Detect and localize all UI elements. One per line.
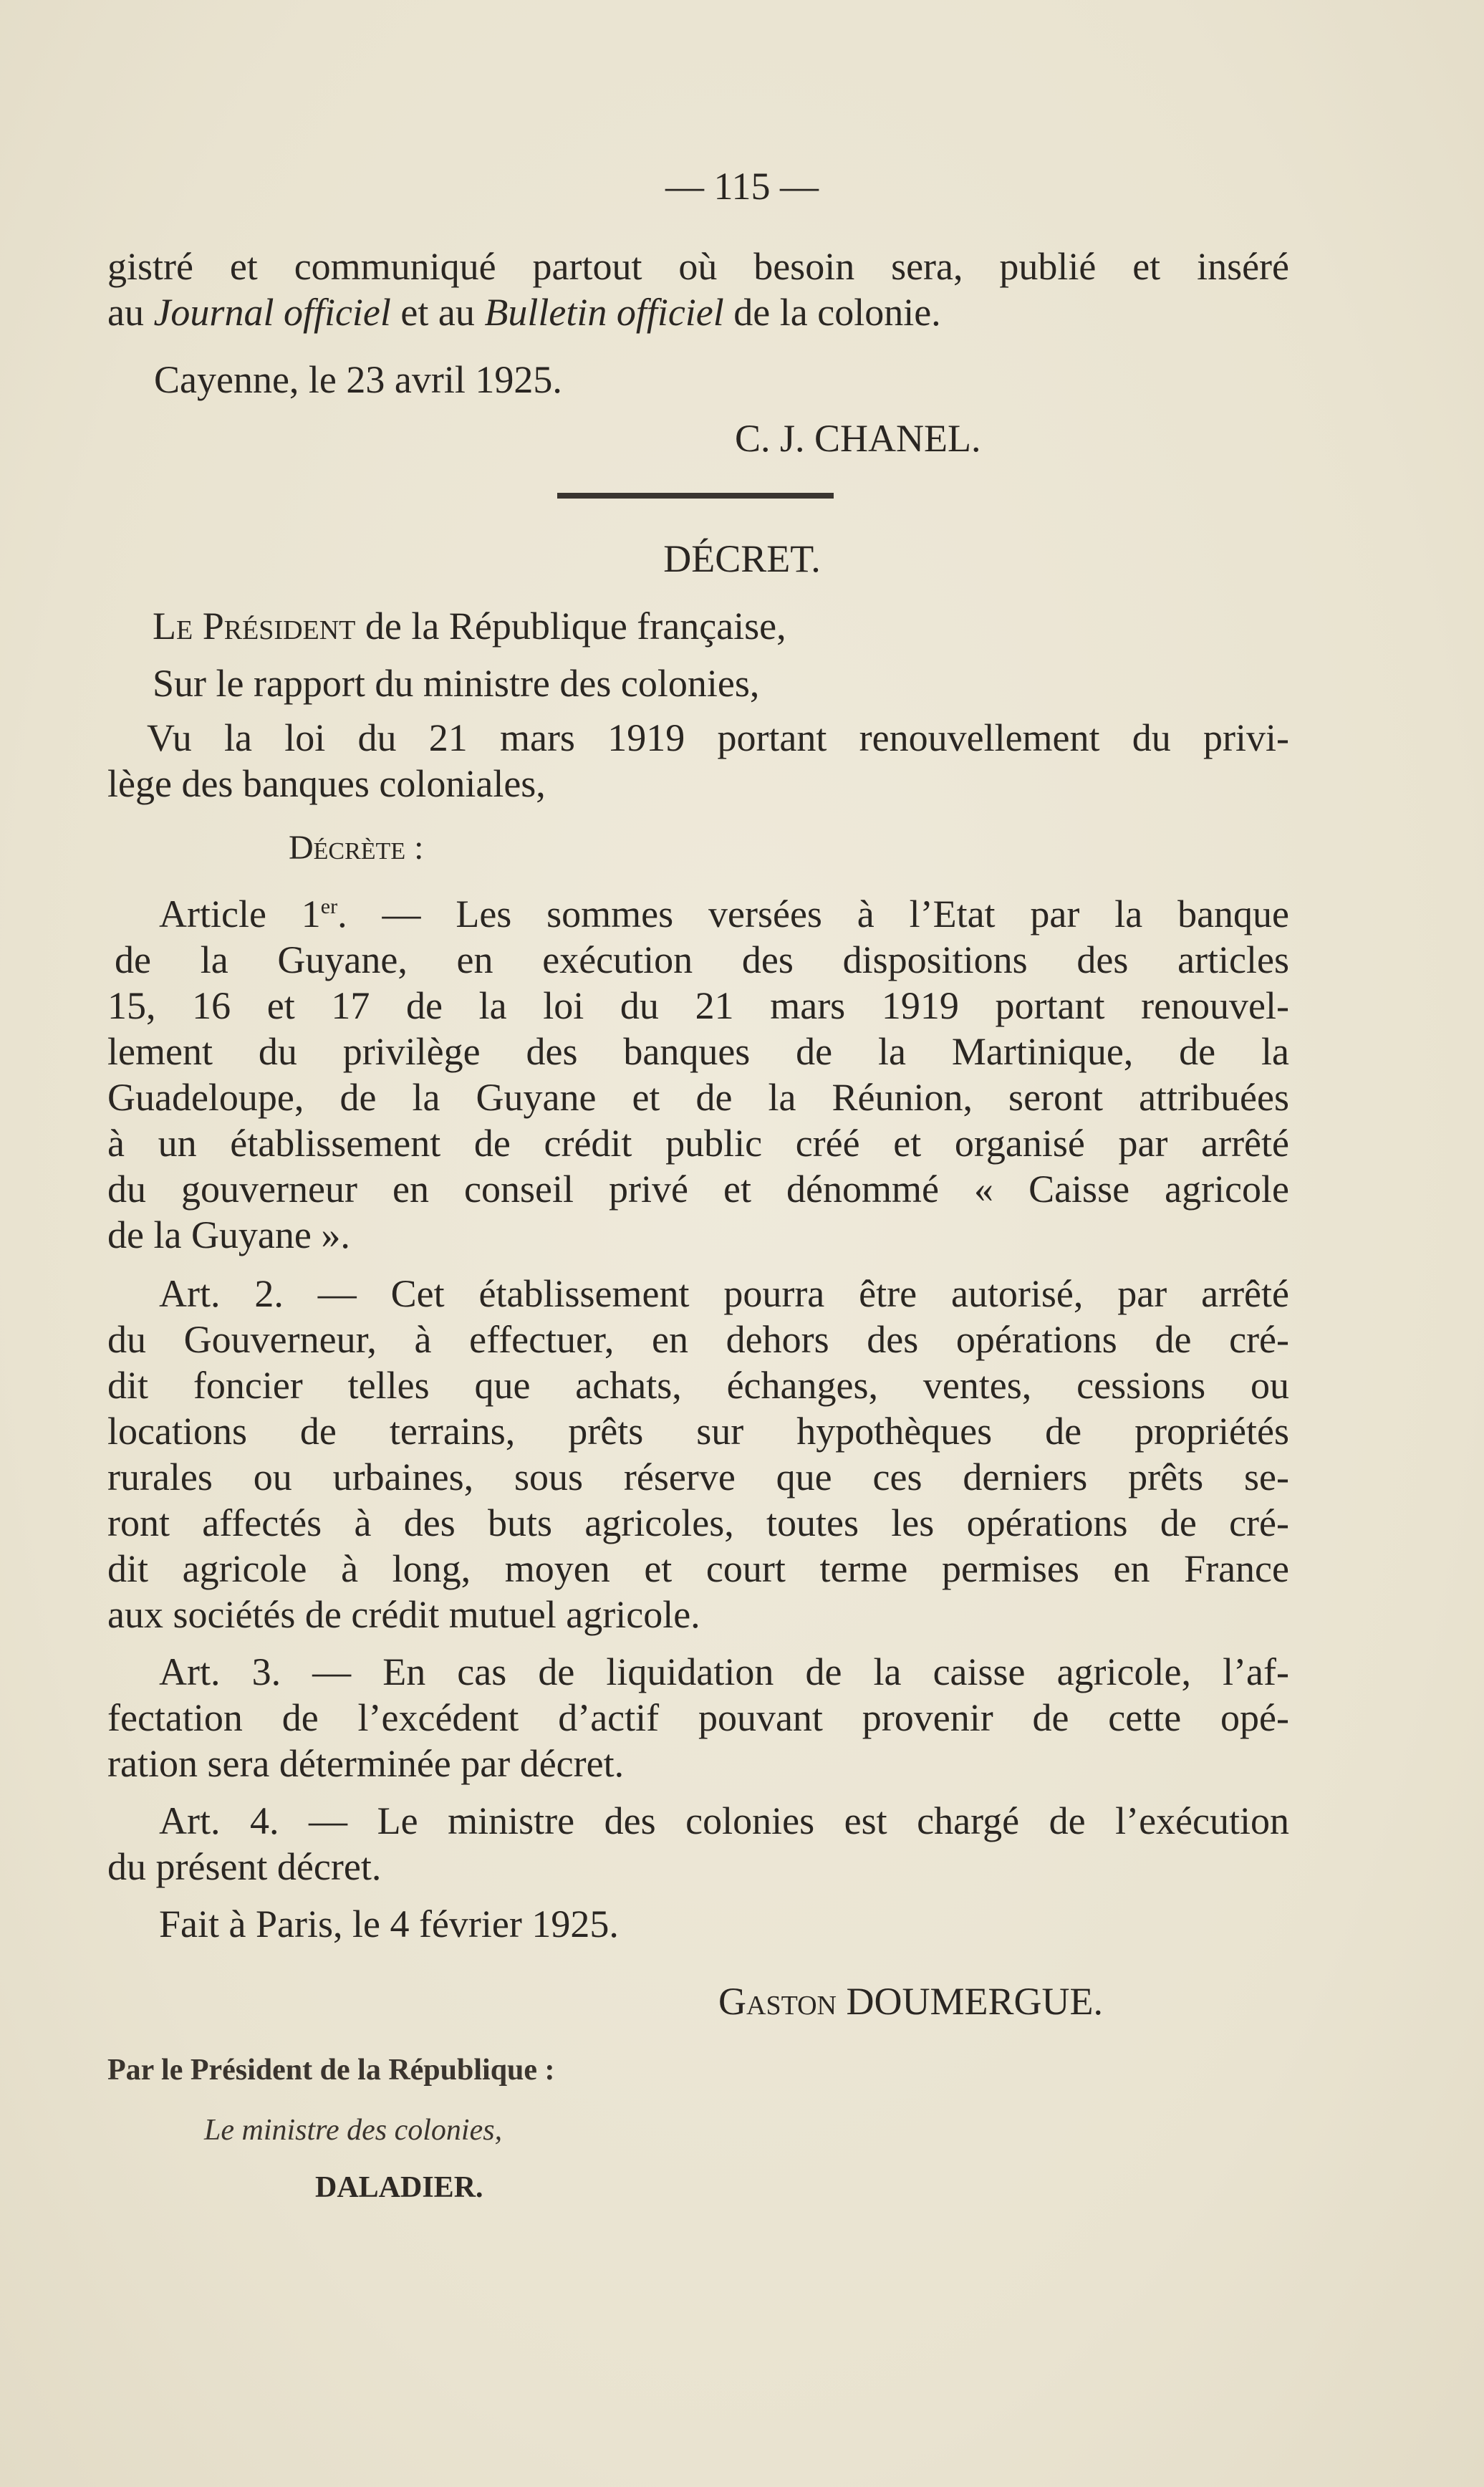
text-fragment: au	[107, 291, 154, 334]
article-1-line-3: 15, 16 et 17 de la loi du 21 mars 1919 portant renouvel-	[107, 984, 1289, 1027]
article-3-line-2: fectation de l’excédent d’actif pouvant provenir de cette opé-	[107, 1696, 1289, 1739]
article-2-line-1: Art. 2. — Cet établissement pourra être autorisé, par arrêté	[159, 1272, 1289, 1315]
countersign-name: DALADIER.	[315, 2171, 483, 2204]
article-3-line-1: Art. 3. — En cas de liquidation de la caisse agricole, l’af-	[159, 1650, 1289, 1693]
article-1-line-1	[159, 891, 1289, 937]
article-1-line-4: lement du privilège des banques de la Martinique, de la	[107, 1030, 1289, 1073]
preamble-vu-line-2: lège des banques coloniales,	[107, 762, 546, 805]
article-2-line-4: locations de terrains, prêts sur hypothèques de propriétés	[107, 1410, 1289, 1453]
journal-officiel-title: Journal officiel	[153, 291, 391, 334]
text-fragment: et au	[390, 291, 485, 334]
text-fragment: de la République française,	[355, 605, 786, 648]
article-1-line-2: de la Guyane, en exécution des dispositions des articles	[115, 938, 1289, 981]
preamble-vu-line-1: Vu la loi du 21 mars 1919 portant renouvellement du privi-	[147, 716, 1289, 759]
decree-title: DÉCRET.	[663, 537, 821, 580]
article-4-line-2: du présent décret.	[107, 1845, 382, 1888]
preamble-rapport: Sur le rapport du ministre des colonies,	[153, 662, 760, 705]
text-fragment: de la colonie.	[723, 291, 941, 334]
article-2-line-8: aux sociétés de crédit mutuel agricole.	[107, 1593, 700, 1636]
section-divider	[557, 493, 834, 499]
article-1-line-7: du gouverneur en conseil privé et dénommé « Caisse agricole	[107, 1168, 1289, 1211]
countersign-par: Par le Président de la République :	[107, 2054, 555, 2087]
preamble-president	[153, 603, 786, 649]
countersign-ministre: Le ministre des colonies,	[204, 2114, 503, 2147]
place-date-paris: Fait à Paris, le 4 février 1925.	[159, 1902, 619, 1945]
article-1-label: Article 1	[159, 893, 321, 935]
signature-name: Gaston DOUMERGUE.	[718, 1980, 1103, 2023]
article-2-line-7: dit agricole à long, moyen et court terme permises en France	[107, 1547, 1289, 1590]
place-date-cayenne: Cayenne, le 23 avril 1925.	[154, 358, 562, 401]
article-1-superscript: er	[320, 895, 338, 918]
article-1-line-5: Guadeloupe, de la Guyane et de la Réunion, seront attribuées	[107, 1076, 1289, 1119]
article-2-line-3: dit foncier telles que achats, échanges, ventes, cessions ou	[107, 1364, 1289, 1407]
article-4-line-1: Art. 4. — Le ministre des colonies est chargé de l’exécution	[159, 1799, 1289, 1842]
signature-doumergue	[718, 1978, 1103, 2024]
article-2-line-5: rurales ou urbaines, sous réserve que ces derniers prêts se-	[107, 1456, 1289, 1499]
continuation-line-1: gistré et communiqué partout où besoin sera, publié et inséré	[107, 245, 1289, 288]
signature-chanel: C. J. CHANEL.	[735, 417, 981, 460]
decrete-heading: Décrète :	[289, 829, 424, 867]
article-3-line-3: ration sera déterminée par décret.	[107, 1742, 625, 1785]
continuation-line-2	[107, 289, 941, 335]
article-1-line-8: de la Guyane ».	[107, 1213, 350, 1256]
president-label: Le Président	[153, 605, 356, 648]
article-2-line-2: du Gouverneur, à effectuer, en dehors des opérations de cré-	[107, 1318, 1289, 1361]
text-fragment: . — Les sommes versées à l’Etat par la banque	[337, 893, 1289, 935]
article-2-line-6: ront affectés à des buts agricoles, toutes les opérations de cré-	[107, 1501, 1289, 1544]
bulletin-officiel-title: Bulletin officiel	[484, 291, 724, 334]
page-number: — 115 —	[665, 165, 819, 208]
article-1-line-6: à un établissement de crédit public créé et organisé par arrêté	[107, 1122, 1289, 1165]
